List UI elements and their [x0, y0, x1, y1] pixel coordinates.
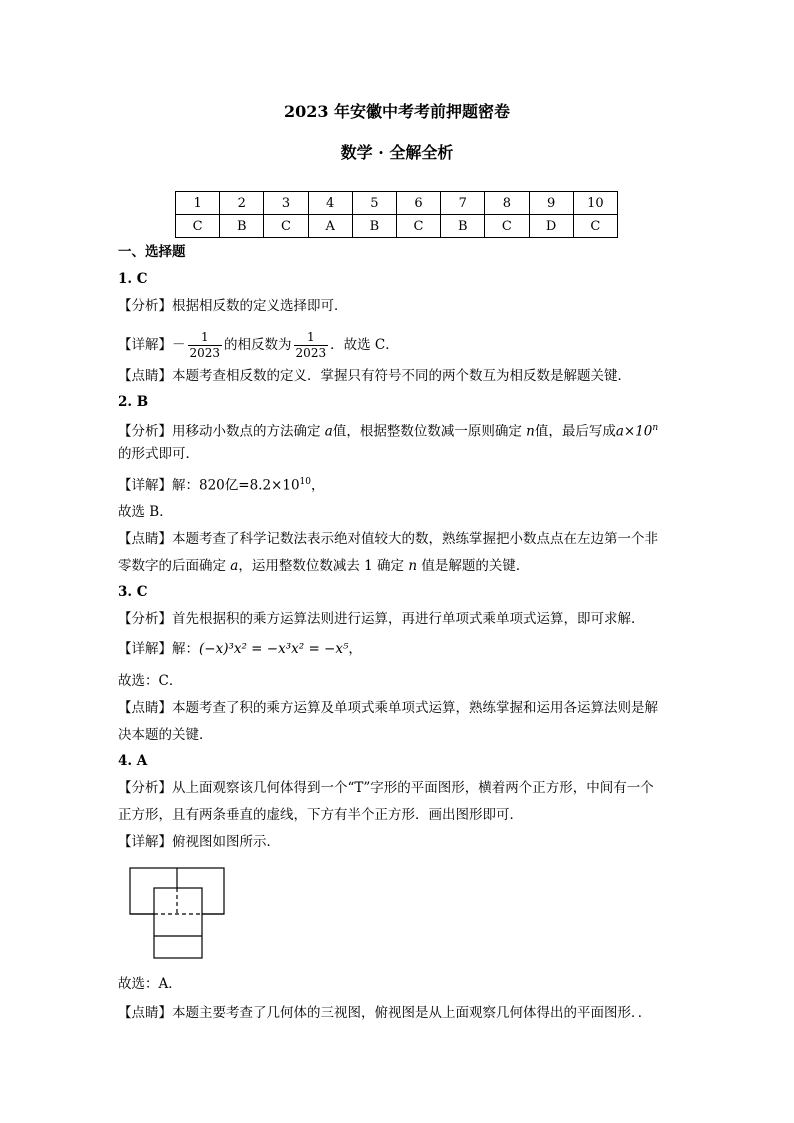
- table-cell: 2: [220, 192, 264, 215]
- table-cell: 1: [176, 192, 220, 215]
- table-cell: 10: [573, 192, 617, 215]
- q2-detail-text: 【详解】解：820亿=8.2×10: [118, 477, 300, 494]
- answer-table: [175, 191, 618, 238]
- q3-comment-line1: 【点睛】本题考查了积的乘方运算及单项式乘单项式运算，熟练掌握和运用各运算法则是解: [118, 700, 658, 716]
- figure-center-rectangle: [154, 888, 202, 958]
- q4-label: 4. A: [118, 753, 148, 769]
- q3-analysis: 【分析】首先根据积的乘方运算法则进行运算，再进行单项式乘单项式运算，即可求解．: [118, 611, 645, 627]
- table-cell: C: [573, 215, 617, 238]
- page-subtitle: 数学 · 全解全析: [340, 143, 454, 162]
- q2-var-a: a: [230, 558, 239, 574]
- top-view-figure: [128, 866, 228, 962]
- q2-comment-text: 零数字的后面确定: [118, 558, 226, 574]
- table-cell: C: [264, 215, 308, 238]
- table-cell: B: [352, 215, 396, 238]
- q2-detail: [118, 472, 325, 496]
- table-cell: 8: [485, 192, 529, 215]
- q2-sci-exponent: n: [652, 423, 659, 433]
- q3-expression: (−x)³x² = −x³x² = −x⁵: [199, 641, 349, 657]
- q3-choose: 故选：C．: [118, 673, 183, 689]
- answer-table-number-row: [176, 192, 618, 215]
- q2-var-n: n: [408, 558, 418, 574]
- q4-comment: 【点睛】本题主要考查了几何体的三视图，俯视图是从上面观察几何体得出的平面图形．．: [118, 1005, 652, 1021]
- fraction-denominator: 2023: [189, 346, 221, 360]
- q2-analysis-text: 值，最后写成: [534, 423, 616, 440]
- section-heading: 一、选择题: [118, 244, 186, 260]
- q4-detail: 【详解】俯视图如图所示．: [118, 834, 280, 850]
- q2-choose: 故选 B．: [118, 504, 173, 520]
- q2-comment-line1: 【点睛】本题考查了科学记数法表示绝对值较大的数，熟练掌握把小数点点在左边第一个非: [118, 531, 658, 547]
- table-cell: C: [396, 215, 440, 238]
- table-cell: B: [441, 215, 485, 238]
- q1-fraction-b: [294, 330, 329, 361]
- q4-analysis-line2: 正方形，且有两条垂直的虚线，下方有半个正方形．画出图形即可．: [118, 807, 523, 823]
- q3-detail-prefix: 【详解】解：: [118, 641, 199, 657]
- q2-analysis-text: 【分析】用移动小数点的方法确定: [118, 423, 321, 440]
- table-cell: 7: [441, 192, 485, 215]
- q2-analysis-line1: [118, 418, 658, 442]
- fraction-numerator: 1: [188, 330, 223, 346]
- q1-fraction-a: [188, 330, 223, 361]
- q2-analysis-line2: 的形式即可．: [118, 446, 199, 462]
- q3-detail-end: ，: [348, 641, 362, 657]
- table-cell: 4: [308, 192, 352, 215]
- q1-detail-mid: 的相反数为: [224, 337, 292, 353]
- q3-comment-line2: 决本题的关键．: [118, 727, 213, 743]
- q2-detail-exponent: 10: [299, 477, 311, 487]
- q3-label: 3. C: [118, 584, 148, 600]
- q4-analysis-line1: 【分析】从上面观察该几何体得到一个“T”字形的平面图形，横着两个正方形，中间有一个: [118, 780, 654, 796]
- q1-analysis: 【分析】根据相反数的定义选择即可．: [118, 298, 348, 314]
- q1-comment: 【点睛】本题考查相反数的定义．掌握只有符号不同的两个数互为相反数是解题关键．: [118, 368, 631, 384]
- table-cell: A: [308, 215, 352, 238]
- q2-var-a: a: [324, 423, 333, 440]
- q2-comment-text: ，运用整数位数减去 1 确定: [238, 558, 405, 574]
- table-cell: 3: [264, 192, 308, 215]
- table-cell: B: [220, 215, 264, 238]
- q1-detail-suffix: ．故选 C．: [330, 337, 399, 353]
- table-cell: 9: [529, 192, 573, 215]
- q1-detail: [118, 330, 399, 361]
- q2-comment-text: 值是解题的关键．: [421, 558, 530, 574]
- q2-comment-line2: [118, 556, 529, 576]
- q2-sci-notation: a×10: [615, 423, 653, 440]
- answer-table-answer-row: [176, 215, 618, 238]
- q2-detail-end: ，: [311, 477, 325, 494]
- fraction-numerator: 1: [294, 330, 329, 346]
- page-title: 2023 年安徽中考考前押题密卷: [283, 102, 511, 121]
- table-cell: 5: [352, 192, 396, 215]
- q2-analysis-text: 值，根据整数位数减一原则确定: [332, 423, 522, 440]
- table-cell: 6: [396, 192, 440, 215]
- q1-label: 1. C: [118, 271, 148, 287]
- q1-detail-prefix: 【详解】－: [118, 337, 186, 353]
- table-cell: D: [529, 215, 573, 238]
- q3-detail: [118, 639, 362, 659]
- q2-var-n: n: [526, 423, 535, 440]
- table-cell: C: [485, 215, 529, 238]
- q2-label: 2. B: [118, 394, 149, 410]
- fraction-denominator: 2023: [295, 346, 327, 360]
- q4-choose: 故选：A．: [118, 976, 182, 992]
- table-cell: C: [176, 215, 220, 238]
